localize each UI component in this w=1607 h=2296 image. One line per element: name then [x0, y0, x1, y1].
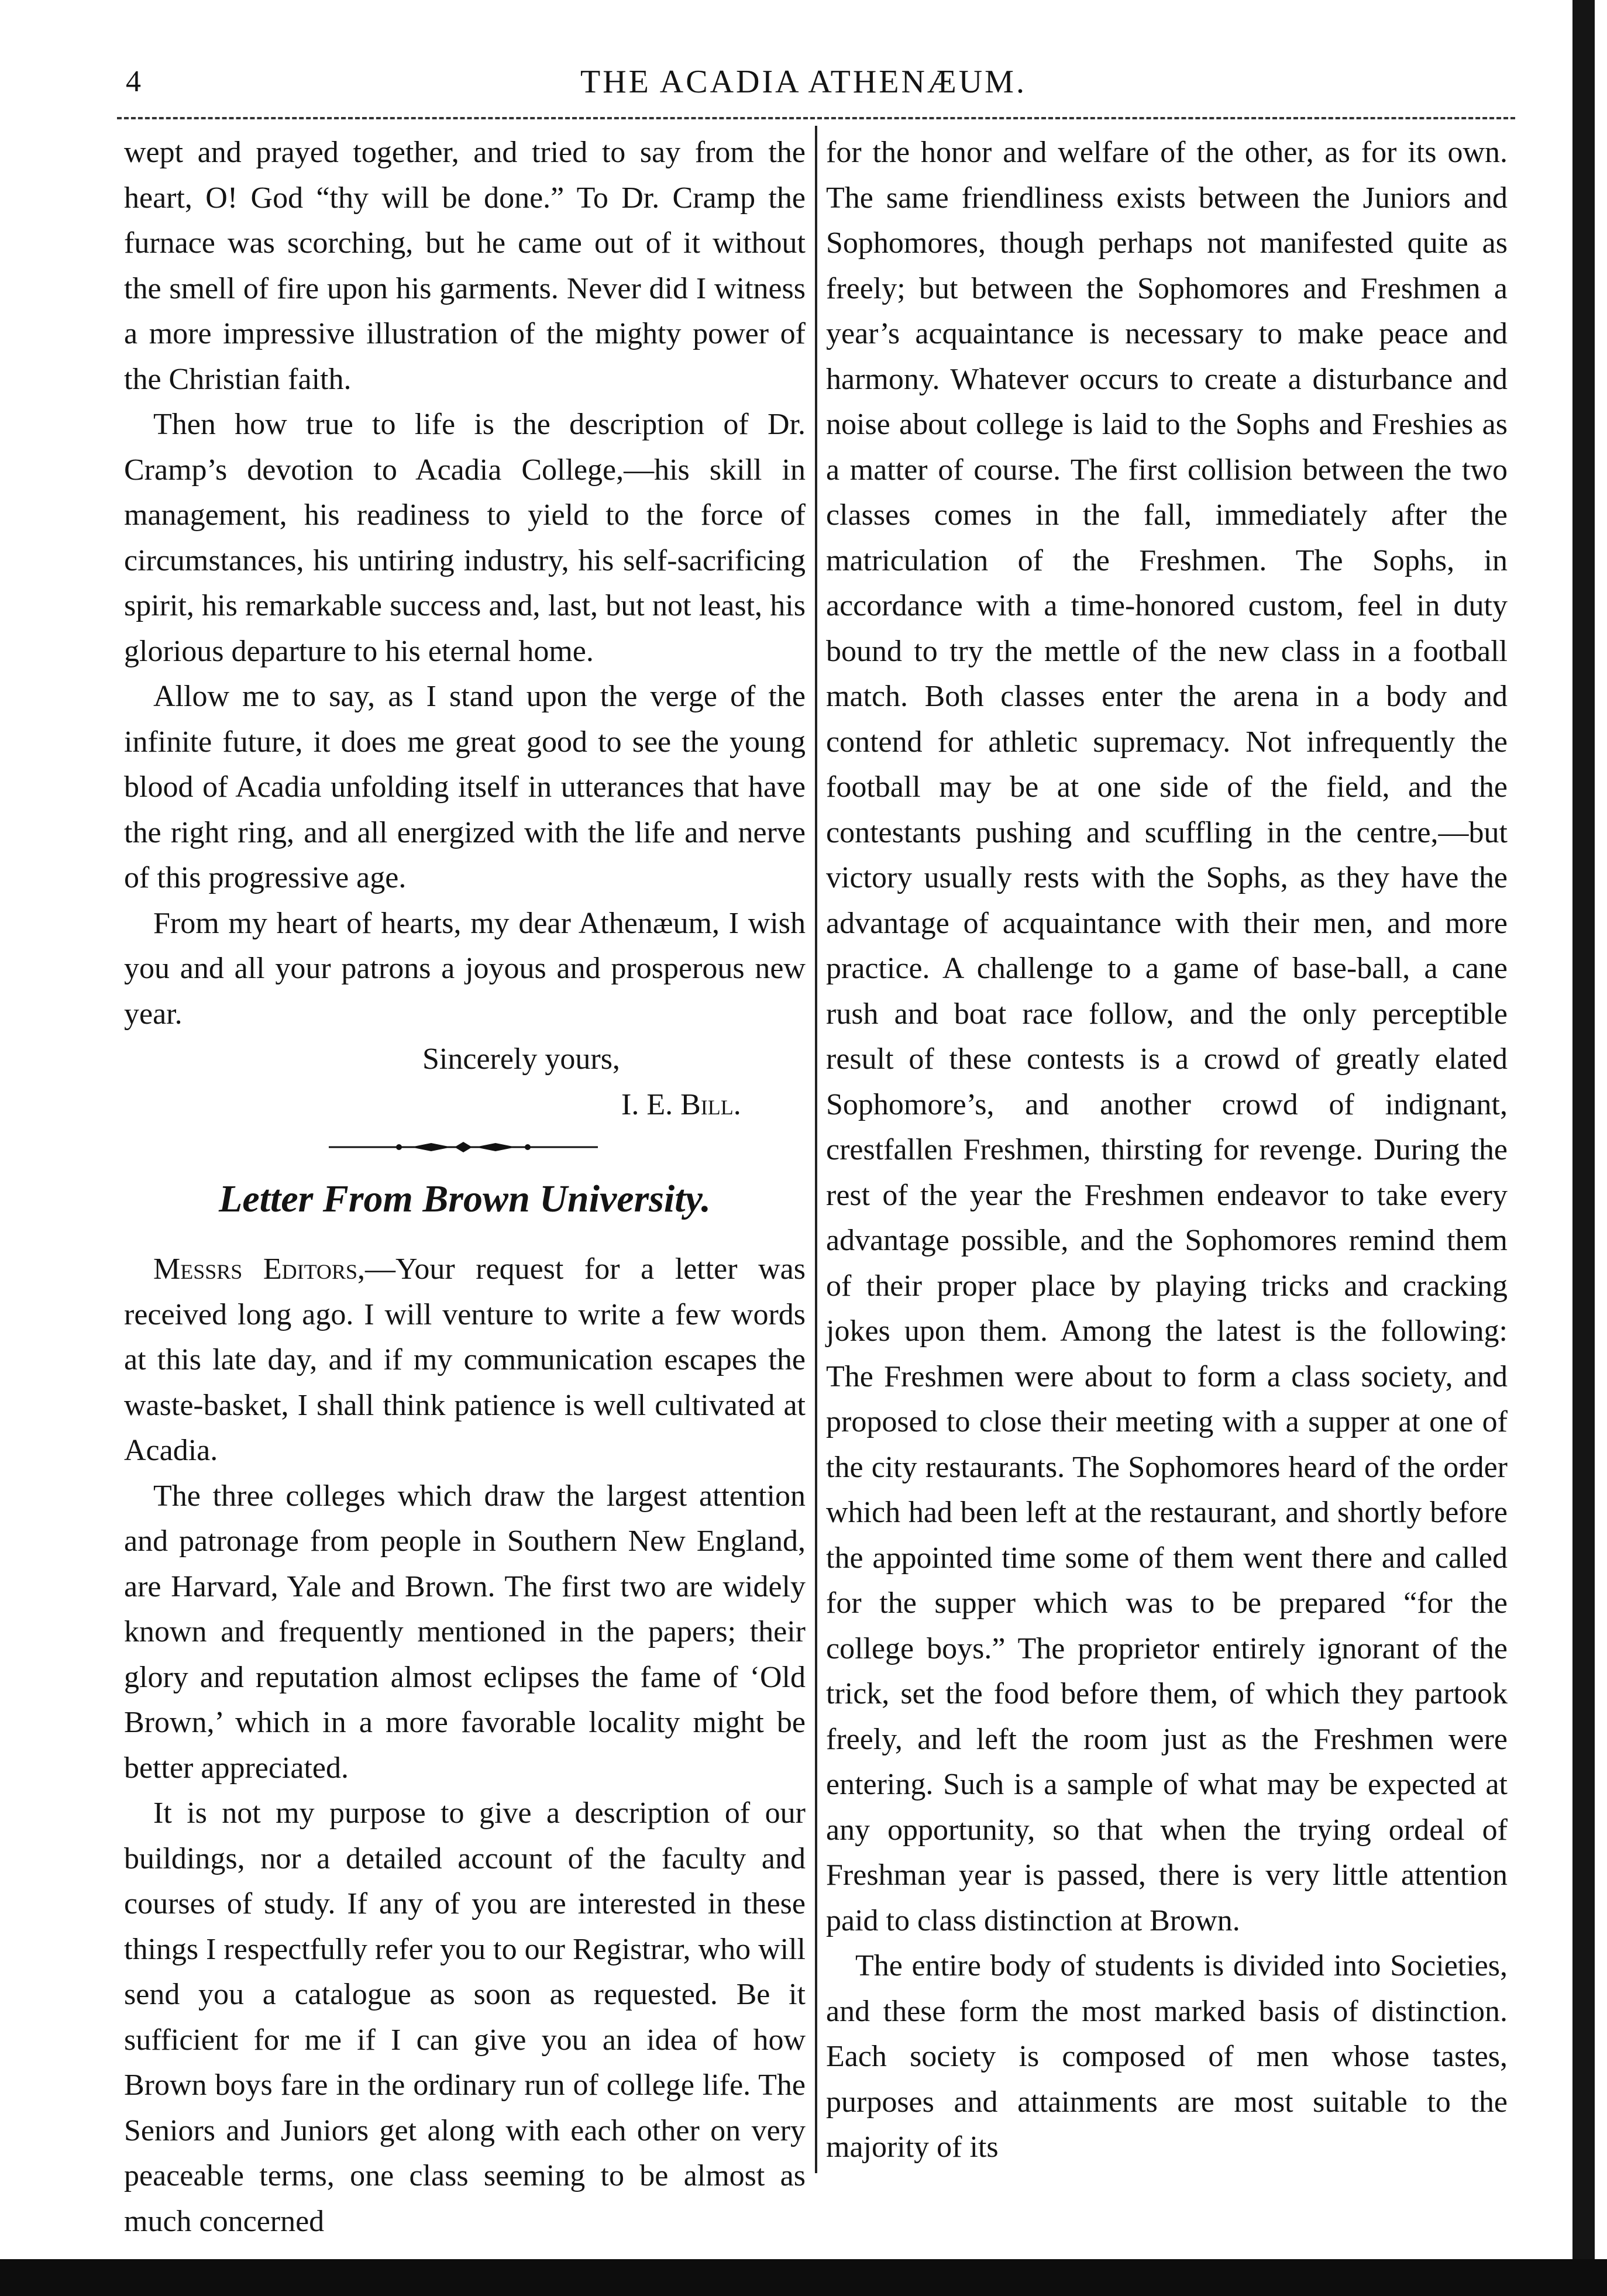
left-paragraph-7: It is not my purpose to give a description of our buildings, nor a detailed account of the faculty and courses of study. If any of you are interested in these things I respectfully refer you to our Registrar, who will send you a catalogue as soon as requested. Be it sufficient for me if I can give you an idea of how Brown boys fare in the ordinary run of college life. The Seniors and Juniors get along with each other on very peaceable terms, one class seeming to be almost as much concerned	[124, 1796, 806, 2238]
left-paragraph-4: From my heart of hearts, my dear Athenæum, I wish you and all your patrons a joyous and prosperous new year.	[124, 906, 806, 1031]
running-head-title: THE ACADIA ATHENÆUM.	[580, 64, 1027, 100]
left-paragraph-1: wept and prayed together, and tried to say from the heart, O! God “thy will be done.” To Dr. Cramp the furnace was scorching, but he came out of it without the smell of fire upon his garments. Never did I witness a more impressive illustration of the mighty power of the Christian faith.	[124, 136, 806, 396]
header-rule	[117, 117, 1515, 119]
left-paragraph-3: Allow me to say, as I stand upon the verge of the infinite future, it does me great good to see the young blood of Acadia unfolding itself in utterances that have the right ring, and all energized with the life and nerve of this progressive age.	[124, 680, 806, 894]
signature: I. E. Bill.	[621, 1087, 741, 1121]
page-number: 4	[126, 65, 141, 98]
left-paragraph-5	[124, 1247, 806, 1474]
ornament-rule-icon	[329, 1141, 598, 1153]
scan-bottom-shadow	[0, 2259, 1607, 2296]
left-paragraph-6: The three colleges which draw the largest attention and patronage from people in Southern New England, are Harvard, Yale and Brown. The first two are widely known and frequently mentioned in the papers; their glory and reputation almost eclipses the fame of ‘Old Brown,’ which in a more favorable locality might be better appreciated.	[124, 1479, 806, 1785]
left-paragraph-5-text: —Your request for a letter was received long ago. I will venture to write a few words at this late day, and if my communication escapes the waste-basket, I shall think patience is well cultivated at Acadia.	[124, 1252, 806, 1467]
column-divider	[815, 126, 817, 2173]
left-paragraph-2: Then how true to life is the description of Dr. Cramp’s devotion to Acadia College,—his skill in management, his readiness to yield to the force of circumstances, his untiring industry, his self-sacrificing spirit, his remarkable success and, last, but not least, his glorious departure to his eternal home.	[124, 408, 806, 668]
left-column	[124, 130, 806, 2244]
article-title: Letter From Brown University.	[219, 1178, 711, 1220]
scan-edge-shadow	[1572, 0, 1595, 2296]
salutation: Messrs Editors,	[153, 1252, 365, 1286]
right-paragraph-1: for the honor and welfare of the other, as for its own. The same friendliness exists between the Juniors and Sophomores, though perhaps not manifested quite as freely; but between the Sophomores and Freshmen a year’s acquaintance is necessary to make peace and harmony. Whatever occurs to create a disturbance and noise about college is laid to the Sophs and Freshies as a matter of course. The first collision between the two classes comes in the fall, immediately after the matriculation of the Freshmen. The Sophs, in accordance with a time-honored custom, feel in duty bound to try the mettle of the new class in a football match. Both classes enter the arena in a body and contend for athletic supremacy. Not infrequently the football may be at one side of the field, and the contestants pushing and scuffling in the centre,—but victory usually rests with the Sophs, as they have the advantage of acquaintance with their men, and more practice. A challenge to a game of base-ball, a cane rush and boat race follow, and the only perceptible result of these contests is a crowd of greatly elated Sophomore’s, and another crowd of indignant, crestfallen Freshmen, thirsting for revenge. During the rest of the year the Freshmen endeavor to take every advantage possible, and the Sophomores remind them of their proper place by playing tricks and cracking jokes upon them. Among the latest is the following: The Freshmen were about to form a class society, and proposed to close their meeting with a supper at one of the city restaurants. The Sophomores heard of the order which had been left at the restaurant, and shortly before the appointed time some of them went there and called for the supper which was to be prepared “for the college boys.” The proprietor entirely ignorant of the trick, set the food before them, of which they partook freely, and left the room just as the Freshmen were entering. Such is a sample of what may be expected at any opportunity, so that when the trying ordeal of Freshman year is passed, there is very little attention paid to class distinction at Brown.	[826, 136, 1508, 1937]
closing-line: Sincerely yours,	[422, 1042, 620, 1076]
right-column	[826, 130, 1508, 2170]
section-ornament	[124, 1127, 806, 1168]
right-paragraph-2: The entire body of students is divided into Societies, and these form the most marked basis of distinction. Each society is composed of men whose tastes, purposes and attainments are most suitable to the majority of its	[826, 1949, 1508, 2164]
